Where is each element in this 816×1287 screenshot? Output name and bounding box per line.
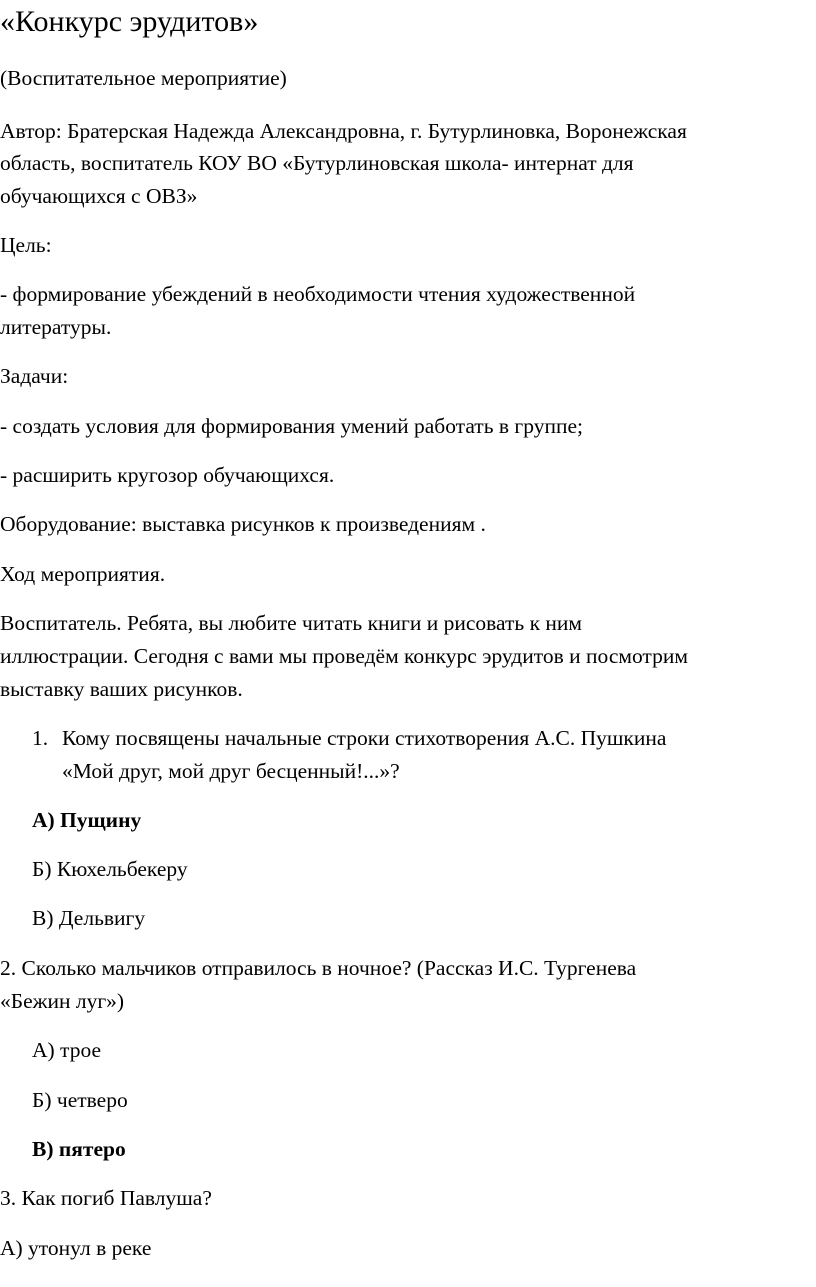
equipment-line: Оборудование: выставка рисунков к произведениям .	[0, 512, 486, 536]
document-subtitle: (Воспитательное мероприятие)	[0, 66, 287, 90]
question-2-option-a: А) трое	[32, 1038, 102, 1062]
question-1-option-b: Б) Кюхельбекеру	[32, 857, 188, 881]
document-title: «Конкурс эрудитов»	[0, 5, 259, 38]
intro-line-3: выставку ваших рисунков.	[0, 677, 243, 701]
question-2-line-2: «Бежин луг»)	[0, 989, 125, 1013]
goal-line-2: литературы.	[0, 315, 112, 339]
goal-label: Цель:	[0, 233, 52, 257]
task-item-2: - расширить кругозор обучающихся.	[0, 463, 335, 487]
intro-line-1: Воспитатель. Ребята, вы любите читать книги и рисовать к ним	[0, 611, 583, 635]
question-2-line-1: 2. Сколько мальчиков отправилось в ночное? (Рассказ И.С. Тургенева	[0, 956, 637, 980]
goal-line-1: - формирование убеждений в необходимости чтения художественной	[0, 282, 636, 306]
progress-heading: Ход мероприятия.	[0, 562, 166, 586]
author-line-1: Автор: Братерская Надежда Александровна, г. Бутурлиновка, Воронежская	[0, 119, 687, 143]
question-2-option-b: Б) четверо	[32, 1088, 128, 1112]
task-item-1: - создать условия для формирования умений работать в группе;	[0, 414, 583, 438]
question-3-line: 3. Как погиб Павлуша?	[0, 1186, 212, 1210]
question-1-option-a-correct: А) Пущину	[32, 808, 142, 832]
question-1-line-2: «Мой друг, мой друг бесценный!...»?	[62, 759, 400, 783]
question-1-option-c: В) Дельвигу	[32, 906, 146, 930]
question-3-option-a: А) утонул в реке	[0, 1236, 152, 1260]
question-2-option-c-correct: В) пятеро	[32, 1137, 126, 1161]
author-line-3: обучающихся с ОВЗ»	[0, 184, 198, 208]
intro-line-2: иллюстрации. Сегодня с вами мы проведём конкурс эрудитов и посмотрим	[0, 644, 688, 668]
question-1-line-1: Кому посвящены начальные строки стихотворения А.С. Пушкина	[62, 726, 667, 750]
question-1-number: 1.	[32, 726, 49, 750]
tasks-label: Задачи:	[0, 364, 69, 388]
author-line-2: область, воспитатель КОУ ВО «Бутурлиновская школа- интернат для	[0, 151, 634, 175]
